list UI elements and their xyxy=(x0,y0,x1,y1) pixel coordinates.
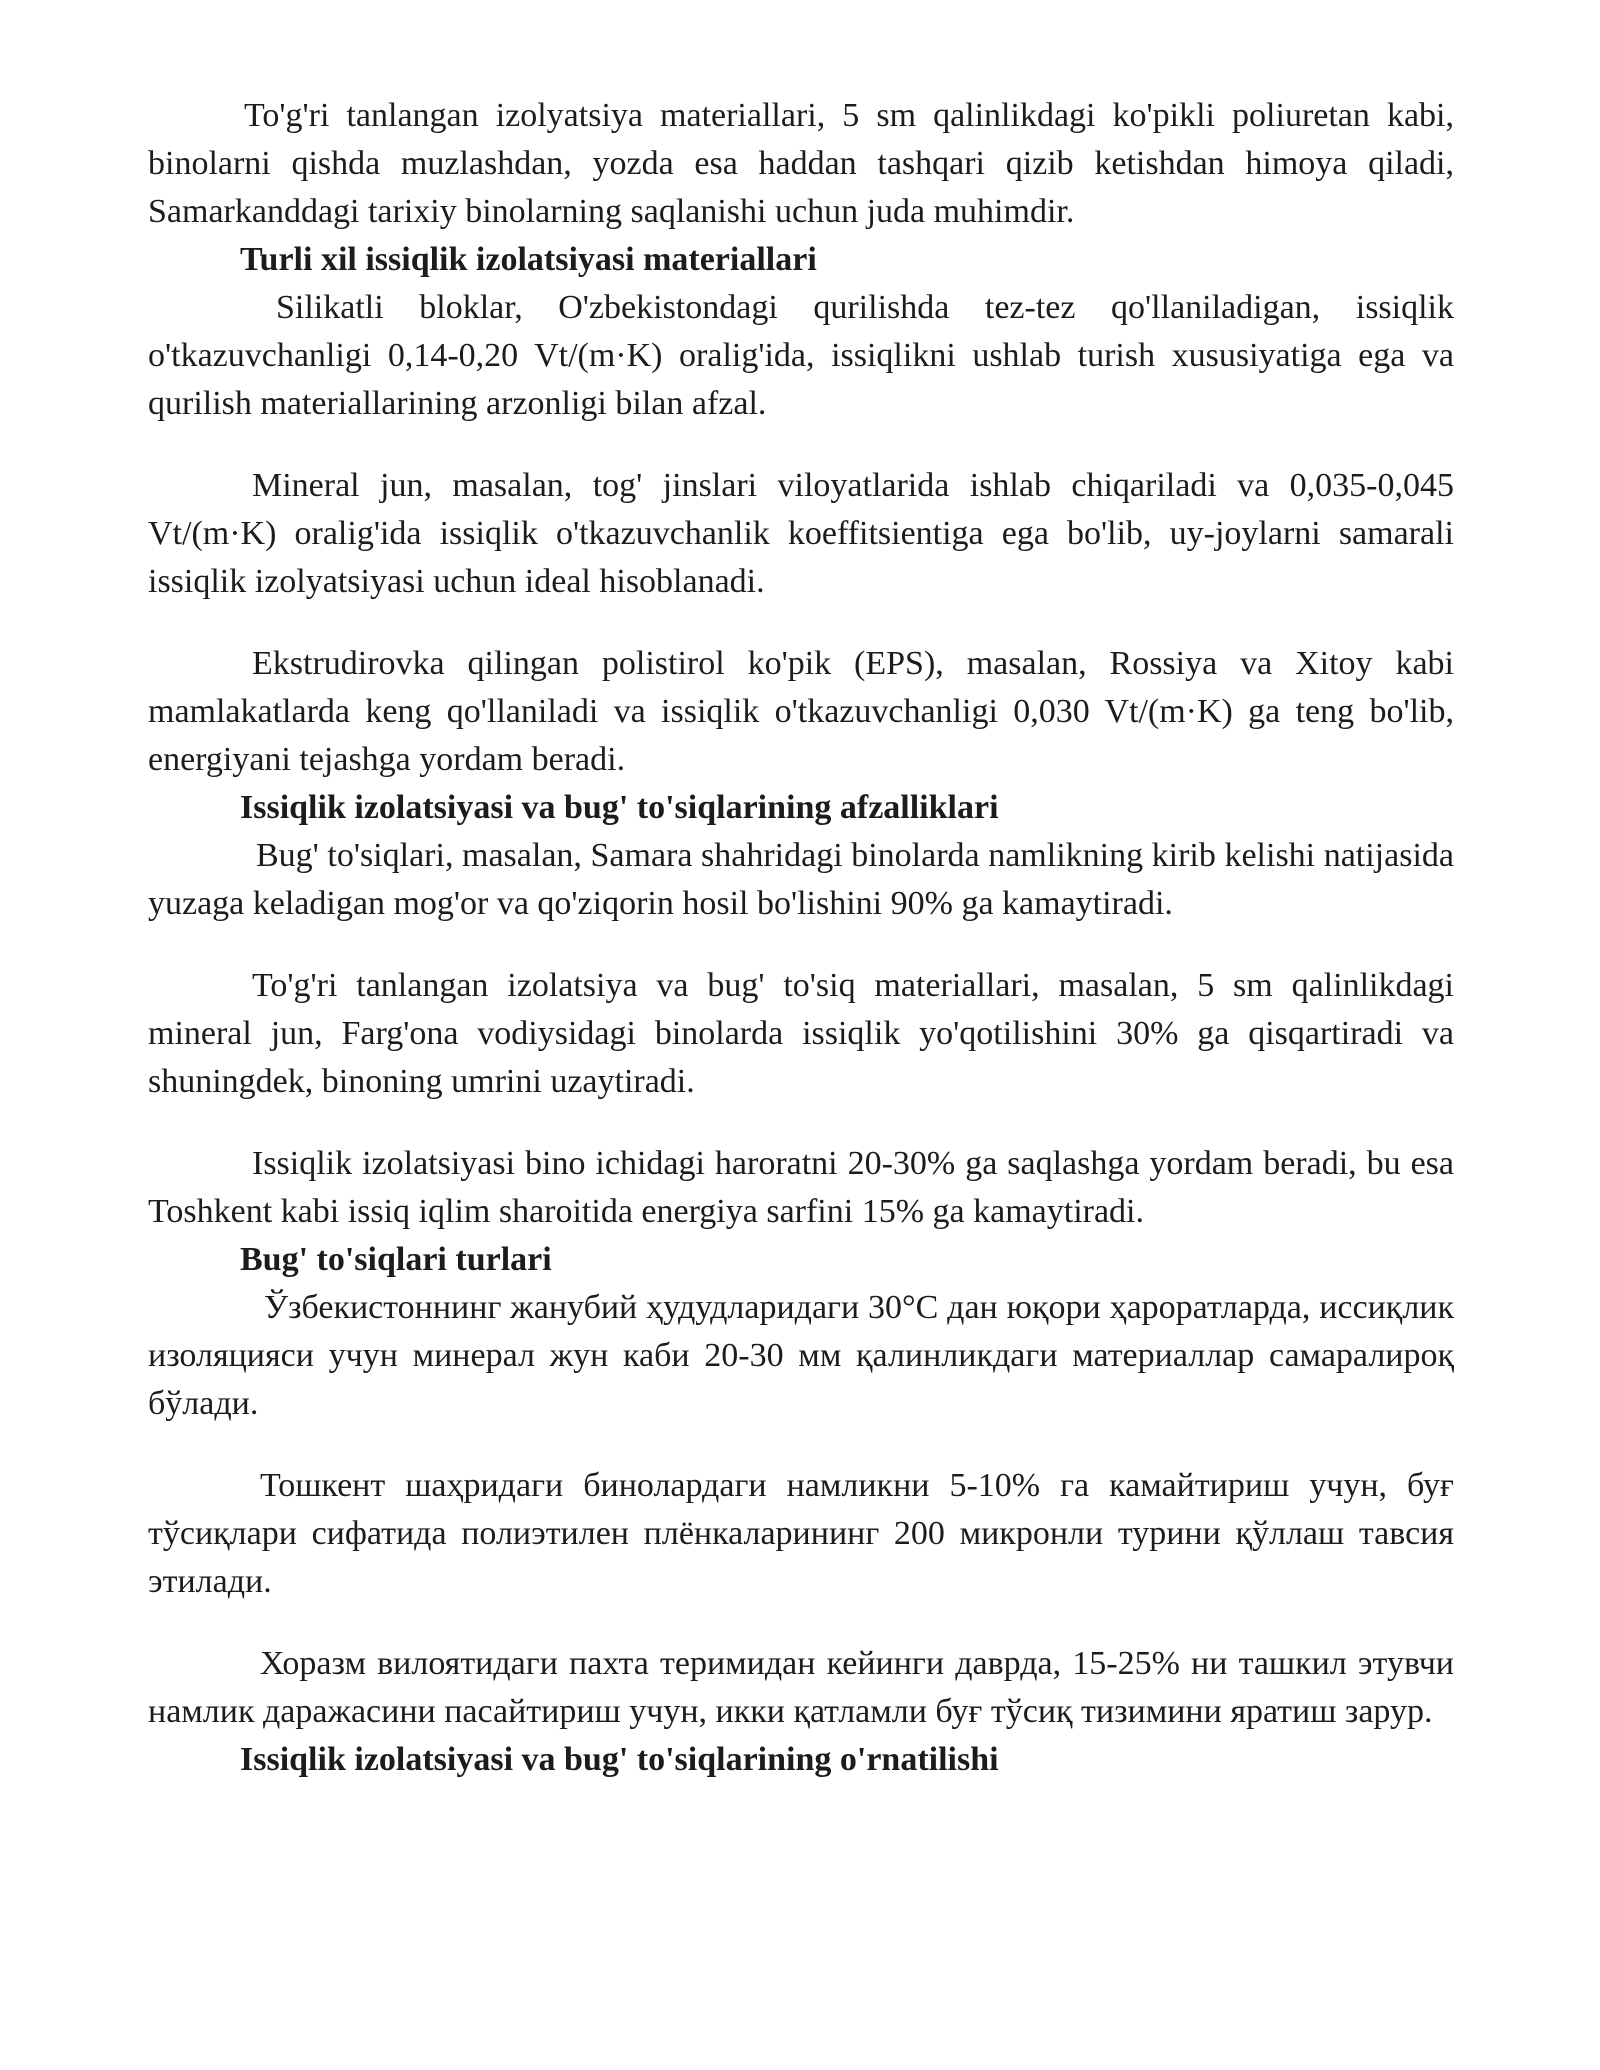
heading-insulation-advantages: Issiqlik izolatsiyasi va bug' to'siqlarining afzalliklari xyxy=(240,789,999,826)
heading-insulation-materials: Turli xil issiqlik izolatsiyasi materiallari xyxy=(240,241,817,278)
paragraph-khorezm-humidity: Хоразм вилоятидаги пахта теримидан кейинги даврда, 15-25% ни ташкил этувчи намлик даражасини пасайтириш учун, икки қатламли буғ тўсиқ тизимини яратиш зарур. xyxy=(148,1645,1454,1730)
paragraph-mineral-wool: Mineral jun, masalan, tog' jinslari viloyatlarida ishlab chiqariladi va 0,035-0,045 Vt/(m·K) oralig'ida issiqlik o'tkazuvchanlik koeffitsientiga ega bo'lib, uy-joylarni samarali issiqlik izolyatsiyasi uchun ideal hisoblanadi. xyxy=(148,467,1454,600)
paragraph-vapor-barrier-mold: Bug' to'siqlari, masalan, Samara shahridagi binolarda namlikning kirib kelishi natijasida yuzaga keladigan mog'or va qo'ziqorin hosil bo'lishini 90% ga kamaytiradi. xyxy=(148,837,1454,922)
paragraph-silicate-blocks: Silikatli bloklar, O'zbekistondagi qurilishda tez-tez qo'llaniladigan, issiqlik o'tkazuvchanligi 0,14-0,20 Vt/(m·K) oralig'ida, issiqlikni ushlab turish xususiyatiga ega va qurilish materiallarining arzonligi bilan afzal. xyxy=(148,289,1454,422)
paragraph-tashkent-humidity: Тошкент шаҳридаги бинолардаги намликни 5-10% га камайтириш учун, буғ тўсиқлари сифатида полиэтилен плёнкаларининг 200 микронли турини қўллаш тавсия этилади. xyxy=(148,1467,1454,1600)
paragraph-tashkent-energy: Issiqlik izolatsiyasi bino ichidagi haroratni 20-30% ga saqlashga yordam beradi, bu esa Toshkent kabi issiq iqlim sharoitida energiya sarfini 15% ga kamaytiradi. xyxy=(148,1145,1454,1230)
paragraph-insulation-intro: To'g'ri tanlangan izolyatsiya materiallari, 5 sm qalinlikdagi ko'pikli poliuretan kabi, binolarni qishda muzlashdan, yozda esa haddan tashqari qizib ketishdan himoya qiladi, Samarkanddagi tarixiy binolarning saqlanishi uchun juda muhimdir. xyxy=(148,97,1454,230)
document-page xyxy=(148,92,1454,1784)
paragraph-fergana-heat-loss: To'g'ri tanlangan izolatsiya va bug' to'siq materiallari, masalan, 5 sm qalinlikdagi mineral jun, Farg'ona vodiysidagi binolarda issiqlik yo'qotilishini 30% ga qisqartiradi va shuningdek, binoning umrini uzaytiradi. xyxy=(148,967,1454,1100)
heading-installation: Issiqlik izolatsiyasi va bug' to'siqlarining o'rnatilishi xyxy=(240,1741,999,1778)
paragraph-south-uzbekistan: Ўзбекистоннинг жанубий ҳудудларидаги 30°C дан юқори ҳароратларда, иссиқлик изоляцияси учун минерал жун каби 20-30 мм қалинликдаги материаллар самаралироқ бўлади. xyxy=(148,1289,1454,1422)
paragraph-eps-foam: Ekstrudirovka qilingan polistirol ko'pik (EPS), masalan, Rossiya va Xitoy kabi mamlakatlarda keng qo'llaniladi va issiqlik o'tkazuvchanligi 0,030 Vt/(m·K) ga teng bo'lib, energiyani tejashga yordam beradi. xyxy=(148,645,1454,778)
heading-vapor-barrier-types: Bug' to'siqlari turlari xyxy=(240,1241,552,1278)
